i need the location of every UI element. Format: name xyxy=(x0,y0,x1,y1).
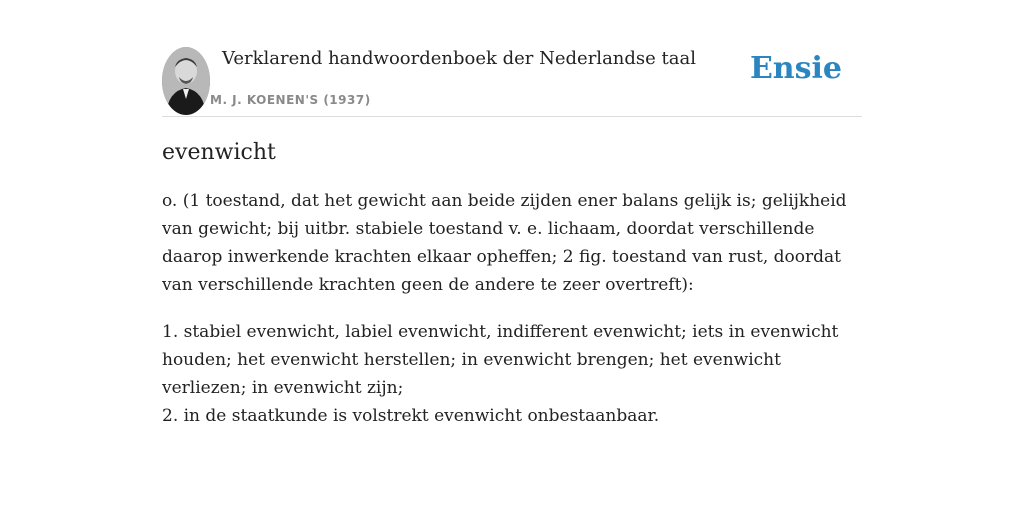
author-portrait xyxy=(162,47,210,115)
entry-examples xyxy=(162,318,866,430)
entry-content xyxy=(162,140,866,449)
entry-headword: evenwicht xyxy=(162,140,276,165)
page-header xyxy=(162,44,862,117)
dictionary-subtitle: Verklarend handwoordenboek der Nederlandse taal xyxy=(222,48,696,69)
ensie-logo-link[interactable]: Ensie xyxy=(749,51,842,86)
example-item: 1. stabiel evenwicht, labiel evenwicht, indifferent evenwicht; iets in evenwicht houden; het evenwicht herstellen; in evenwicht brengen; het evenwicht verliezen; in evenwicht zijn; xyxy=(162,322,839,398)
example-item: 2. in de staatkunde is volstrekt evenwicht onbestaanbaar. xyxy=(162,406,660,426)
portrait-image xyxy=(162,47,210,115)
entry-definition: o. (1 toestand, dat het gewicht aan beide zijden ener balans gelijk is; gelijkheid van gewicht; bij uitbr. stabiele toestand v. e. lichaam, doordat verschillende daarop inwerkende krachten elkaar opheffen; 2 fig. toestand van rust, doordat van verschillende krachten geen de andere te zeer overtreft): xyxy=(162,191,847,295)
dictionary-edition: M. J. KOENEN'S (1937) xyxy=(210,93,371,107)
